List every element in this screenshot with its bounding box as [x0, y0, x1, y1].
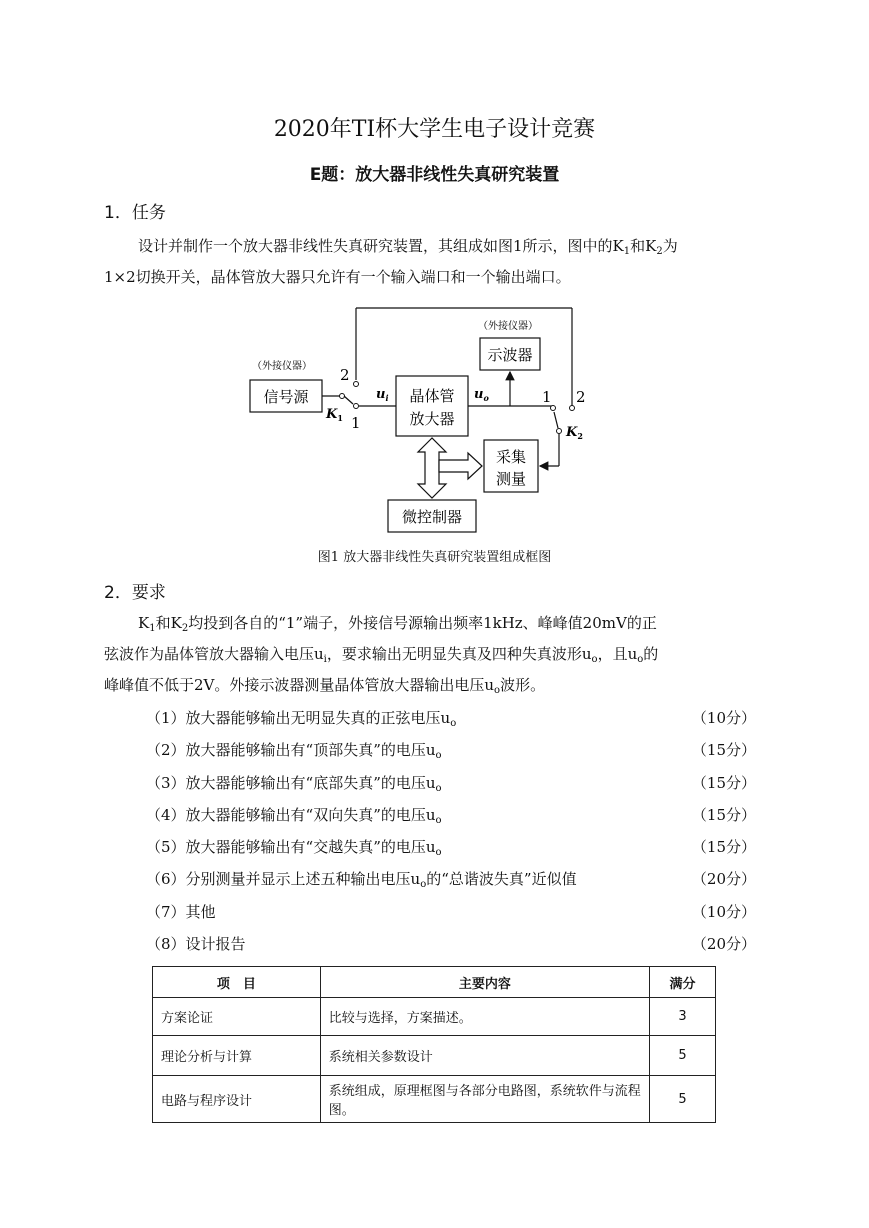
k2-pos2-label: 2 [576, 388, 586, 406]
score-table [152, 966, 716, 1123]
k1-pos2-label: 2 [340, 366, 350, 384]
header-item: 项 目 [153, 967, 321, 998]
ext-instrument-label-right: （外接仪器） [478, 321, 538, 332]
signal-source-label: 信号源 [263, 388, 309, 406]
mcu-label: 微控制器 [401, 508, 463, 526]
table-row: 方案论证 比较与选择，方案描述。 3 [153, 998, 716, 1036]
ext-instrument-label-left: （外接仪器） [252, 361, 312, 372]
page-title: 2020年TI杯大学生电子设计竞赛 [273, 117, 596, 142]
problem-subtitle: E题：放大器非线性失真研究装置 [309, 165, 560, 185]
k1-switch-arm [344, 396, 353, 404]
uo-label: $u_o$ [474, 387, 489, 403]
k1-label: $K_1$ [326, 407, 343, 423]
k1-terminal-1 [354, 404, 359, 409]
requirement-item: （2）放大器能够输出有“顶部失真”的电压$u_o$ （15分） [146, 741, 756, 762]
k2-switch-arm [554, 412, 558, 428]
ui-label: $u_i$ [376, 387, 389, 403]
k1-terminal-2 [354, 382, 359, 387]
acquisition-label-line2: 测量 [495, 470, 527, 488]
intro-line-2: 弦波作为晶体管放大器输入电压$u_i$，要求输出无明显失真及四种失真波形$u_o$，且$u_o$的 [104, 645, 659, 665]
requirement-item: （3）放大器能够输出有“底部失真”的电压$u_o$ （15分） [146, 773, 756, 794]
header-content: 主要内容 [320, 967, 649, 998]
block-diagram [236, 300, 616, 540]
k2-pos1-label: 1 [542, 388, 552, 406]
amplifier-label-line1: 晶体管 [409, 387, 455, 405]
table-row: 电路与程序设计 系统组成，原理框图与各部分电路图，系统软件与流程图。 5 [153, 1076, 716, 1123]
k2-label: $K_2$ [566, 425, 583, 441]
task-paragraph [104, 231, 766, 293]
k1-pos1-label: 1 [351, 414, 361, 432]
section-requirements-heading: 2．要求 [104, 583, 166, 603]
requirement-item: （6）分别测量并显示上述五种输出电压$u_o$的“总谐波失真”近似值 （20分） [146, 870, 756, 891]
requirement-item: （8）设计报告 （20分） [146, 935, 756, 954]
requirements-list [146, 702, 756, 960]
figure-caption: 图1 放大器非线性失真研究装置组成框图 [317, 550, 552, 565]
score-table-header [153, 967, 716, 998]
task-line-2: 1×2切换开关，晶体管放大器只允许有一个输入端口和一个输出端口。 [104, 268, 571, 286]
k1-common-terminal [340, 394, 345, 399]
k2-common-terminal [557, 429, 562, 434]
k2-terminal-2 [570, 406, 575, 411]
amplifier-label-line2: 放大器 [409, 410, 455, 428]
section-task-heading: 1．任务 [104, 203, 166, 223]
mcu-acq-bus-arrow [439, 453, 482, 479]
k2-terminal-1 [551, 406, 556, 411]
intro-line-3: 峰峰值不低于2V。外接示波器测量晶体管放大器输出电压$u_o$波形。 [104, 676, 546, 696]
requirement-item: （5）放大器能够输出有“交越失真”的电压$u_o$ （15分） [146, 838, 756, 859]
requirement-item: （4）放大器能够输出有“双向失真”的电压$u_o$ （15分） [146, 805, 756, 826]
acquisition-label-line1: 采集 [495, 448, 527, 466]
header-score: 满分 [650, 967, 716, 998]
requirement-item: （1）放大器能够输出无明显失真的正弦电压$u_o$ （10分） [146, 709, 756, 729]
intro-line-1: $K_1$和$K_2$均投到各自的“1”端子，外接信号源输出频率1kHz、峰峰值20mV的正 [138, 614, 657, 634]
table-row: 理论分析与计算 系统相关参数设计 5 [153, 1036, 716, 1076]
requirement-item: （7）其他 （10分） [146, 902, 756, 921]
oscilloscope-label: 示波器 [487, 346, 533, 364]
task-line-1: 设计并制作一个放大器非线性失真研究装置，其组成如图1所示，图中的$K_1$和$K_2$为 [138, 237, 678, 257]
requirements-intro [104, 608, 766, 701]
